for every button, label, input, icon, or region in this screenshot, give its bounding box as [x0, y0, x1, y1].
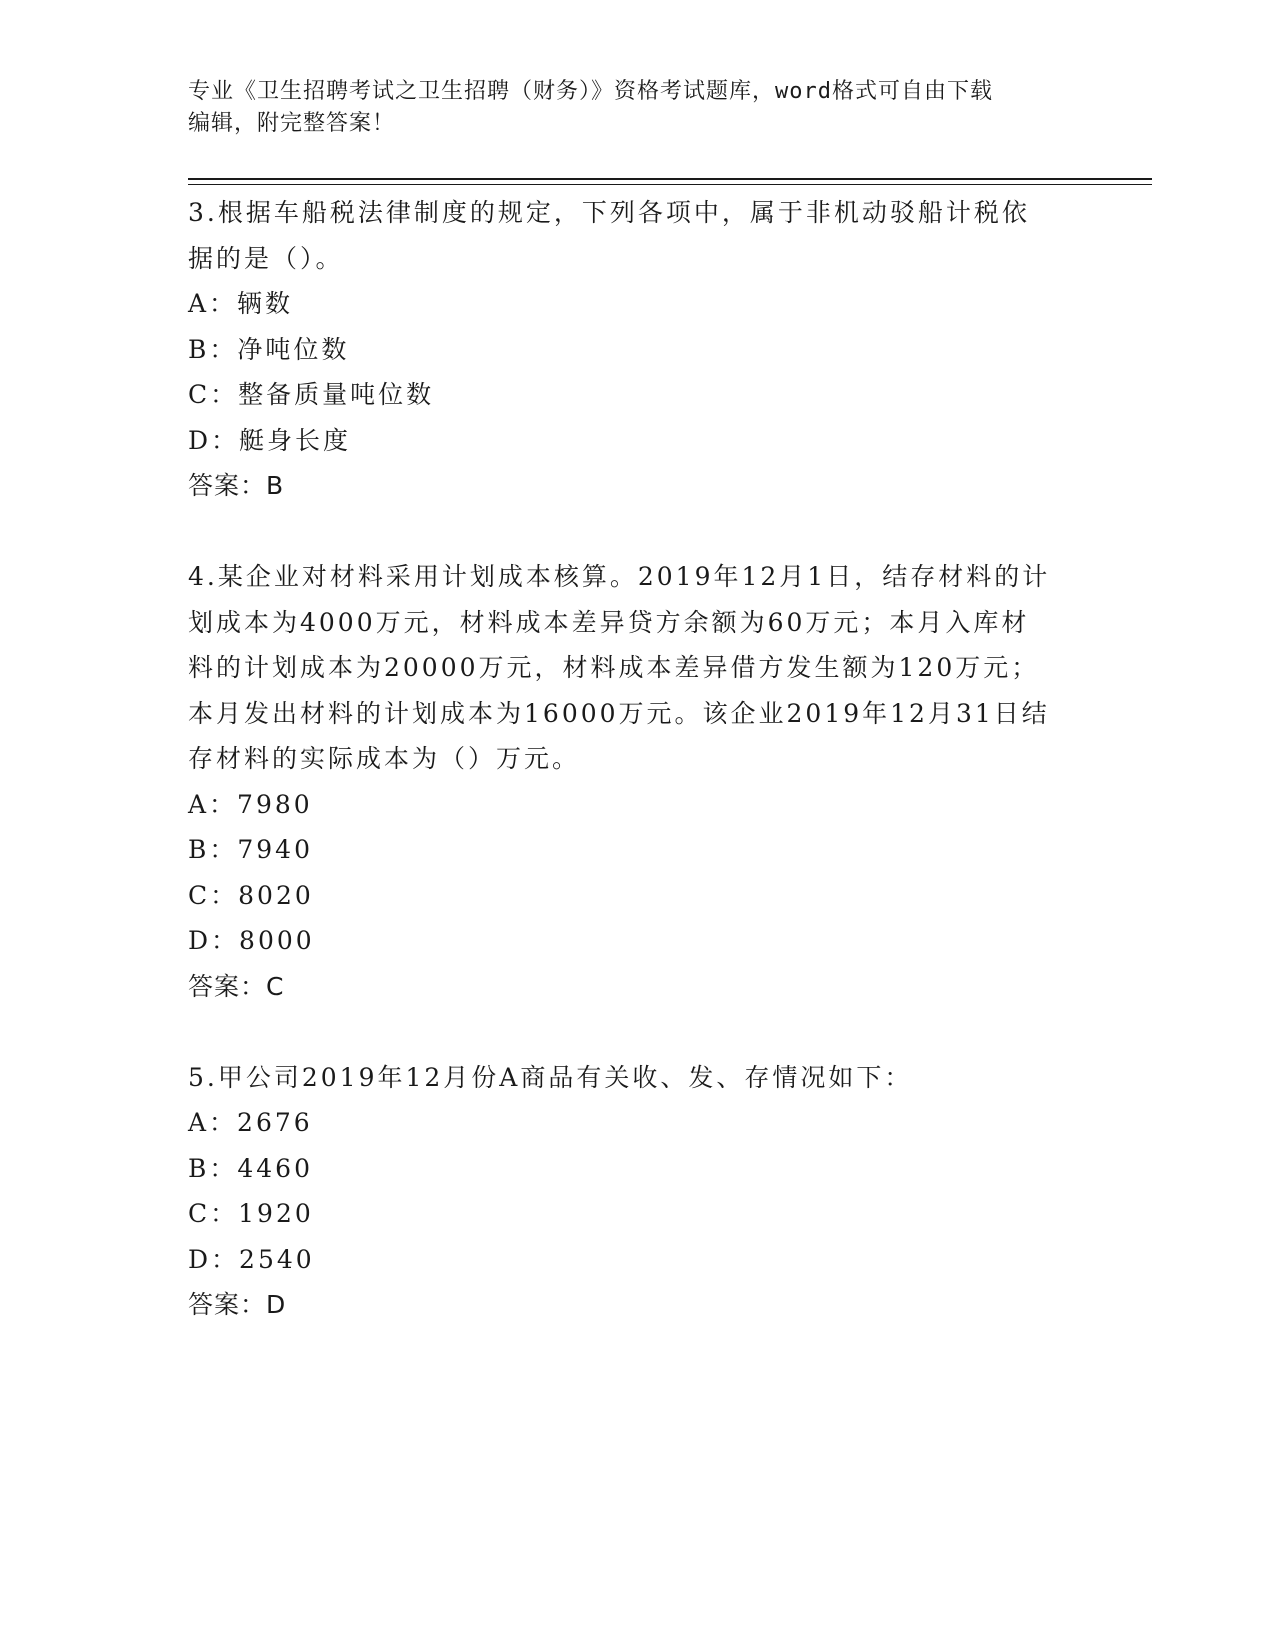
question-stem-line: 5.甲公司2019年12月份A商品有关收、发、存情况如下：	[188, 1062, 913, 1092]
question-stem-line: 据的是（）。	[188, 243, 344, 273]
option-a: A：7980	[188, 789, 313, 819]
question-stem-line: 本月发出材料的计划成本为16000万元。该企业2019年12月31日结	[188, 698, 1050, 728]
question-stem-line: 存材料的实际成本为（）万元。	[188, 744, 581, 773]
option-d: D：8000	[188, 926, 315, 955]
question-5	[188, 1055, 1088, 1328]
option-c: C：1920	[188, 1199, 314, 1228]
document-header	[188, 76, 1088, 140]
spacer	[188, 509, 1088, 555]
option-d: D：2540	[188, 1244, 315, 1274]
question-4	[188, 554, 1088, 1009]
header-divider-thin	[188, 184, 1152, 185]
question-list	[188, 190, 1088, 1328]
option-b: B：7940	[188, 835, 313, 864]
question-stem-line: 3.根据车船税法律制度的规定，下列各项中，属于非机动驳船计税依	[188, 198, 1030, 227]
header-line-2: 编辑，附完整答案！	[188, 111, 396, 136]
header-line-1: 专业《卫生招聘考试之卫生招聘（财务）》资格考试题库，word格式可自由下载	[188, 79, 993, 104]
answer-text: 答案：C	[188, 971, 285, 1001]
header-divider-thick	[188, 178, 1152, 180]
question-stem-line: 划成本为4000万元，材料成本差异贷方余额为60万元；本月入库材	[188, 607, 1030, 637]
option-b: B：净吨位数	[188, 334, 350, 364]
question-3	[188, 190, 1088, 509]
option-a: A：辆数	[188, 289, 294, 318]
option-b: B：4460	[188, 1153, 313, 1183]
question-stem-line: 料的计划成本为20000万元，材料成本差异借方发生额为120万元；	[188, 653, 1040, 682]
answer-text: 答案：B	[188, 471, 285, 500]
question-stem-line: 4.某企业对材料采用计划成本核算。2019年12月1日，结存材料的计	[188, 562, 1051, 591]
option-d: D：艇身长度	[188, 425, 352, 455]
option-c: C：整备质量吨位数	[188, 380, 435, 409]
option-c: C：8020	[188, 880, 314, 910]
answer-text: 答案：D	[188, 1290, 287, 1319]
option-a: A：2676	[188, 1108, 313, 1137]
spacer	[188, 1009, 1088, 1055]
